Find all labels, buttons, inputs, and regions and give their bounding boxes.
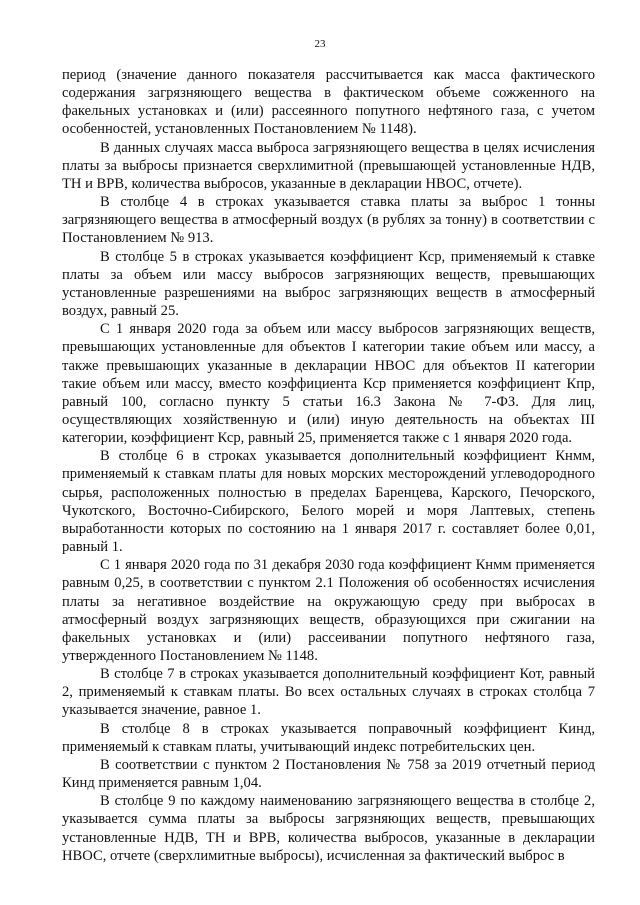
paragraph-11: В столбце 9 по каждому наименованию загрязняющего вещества в столбце 2, указывается сумма платы за выбросы загрязняющих веществ, превышающих установленные НДВ, ТН и ВРВ, количества выбросов, указанные в декларации НВОС, отчете (сверхлимитные выбросы), исчисленная за фактический выброс в [62,793,595,864]
paragraph-4: В столбце 5 в строках указывается коэффициент Кср, применяемый к ставке платы за объем или массу выбросов загрязняющих веществ, превышающих установленные разрешениями на выброс загрязняющих веществ в атмосферный воздух, равный 25. [62,248,595,320]
paragraph-2: В данных случаях масса выброса загрязняющего вещества в целях исчисления платы за выбросы признается сверхлимитной (превышающей установленные НДВ, ТН и ВРВ, количества выбросов, указанные в декларации НВОС, отчете). [62,139,595,192]
paragraph-1: период (значение данного показателя рассчитывается как масса фактического содержания загрязняющего вещества в фактическом объеме сожженного на факельных установках и (или) рассеянного попутного нефтяного газа, с учетом особенностей, установленных Постановлением № 1148). [62,67,595,138]
paragraph-7: С 1 января 2020 года по 31 декабря 2030 года коэффициент Кнмм применяется равным 0,25, в соответствии с пунктом 2.1 Положения об особенностях исчисления платы за негативное воздействие на окружающую среду при выбросах в атмосферный воздух загрязняющих веществ, образующихся при сжигании на факельных установках и (или) рассеивании попутного нефтяного газа, утвержденного Постановлением № 1148. [62,557,595,664]
paragraph-9: В столбце 8 в строках указывается поправочный коэффициент Кинд, применяемый к ставкам платы, учитывающий индекс потребительских цен. [62,720,595,755]
paragraph-5: С 1 января 2020 года за объем или массу выбросов загрязняющих веществ, превышающих установленные для объектов I категории такие объем или массу, а также превышающих указанные в декларации НВОС для объектов II категории такие объем или массу, вместо коэффициента Кср применяется коэффициент Кпр, равный 100, согласно пункту 5 статьи 16.3 Закона № 7-ФЗ. Для лиц, осуществляющих хозяйственную и (или) иную деятельность на объектах III категории, коэффициент Кср, равный 25, применяется также с 1 января 2020 года. [62,321,595,447]
paragraph-10: В соответствии с пунктом 2 Постановления № 758 за 2019 отчетный период Кинд применяется равным 1,04. [62,756,595,792]
paragraph-6: В столбце 6 в строках указывается дополнительный коэффициент Кнмм, применяемый к ставкам платы для новых морских месторождений углеводородного сырья, расположенных полностью в пределах Баренцева, Карского, Печорского, Чукотского, Восточно-Сибирского, Белого морей и моря Лаптевых, степень выработанности которых по состоянию на 1 января 2017 г. составляет более 0,01, равный 1. [62,448,595,556]
document-body [62,66,595,865]
paragraph-8: В столбце 7 в строках указывается дополнительный коэффициент Кот, равный 2, применяемый к ставкам платы. Во всех остальных случаях в строках столбца 7 указывается значение, равное 1. [62,666,595,719]
paragraph-3: В столбце 4 в строках указывается ставка платы за выброс 1 тонны загрязняющего вещества в атмосферный воздух (в рублях за тонну) в соответствии с Постановлением № 913. [62,194,595,247]
page-number: 23 [314,38,326,50]
